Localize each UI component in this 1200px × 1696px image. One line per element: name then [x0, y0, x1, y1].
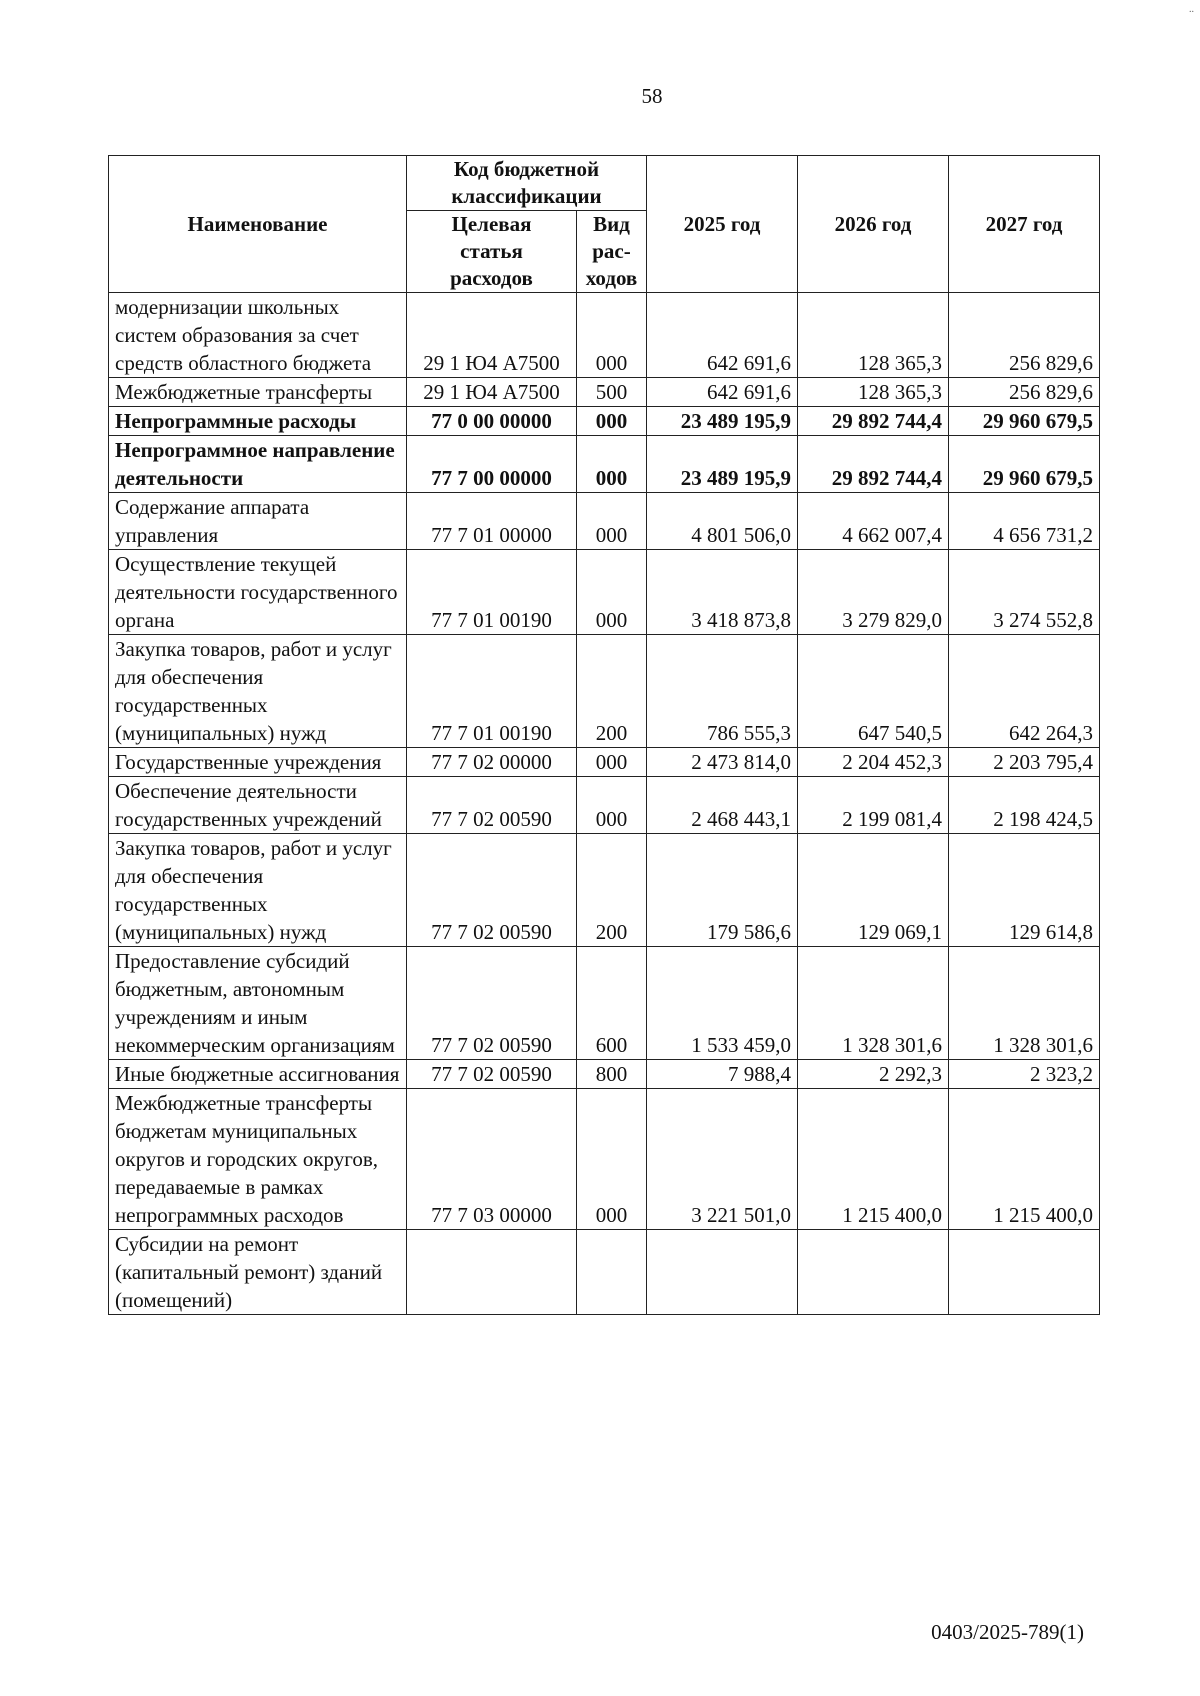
row-target-code [407, 1230, 577, 1315]
page-number: 58 [641, 84, 663, 108]
row-value-2027 [949, 1230, 1100, 1315]
row-value-2025: 1 533 459,0 [647, 947, 798, 1060]
row-value-2027: 256 829,6 [949, 378, 1100, 407]
row-target-code: 77 7 01 00190 [407, 550, 577, 635]
table-row [109, 493, 1100, 550]
row-value-2026: 129 069,1 [798, 834, 949, 947]
table-row [109, 436, 1100, 493]
row-value-2027: 3 274 552,8 [949, 550, 1100, 635]
row-value-2025: 3 221 501,0 [647, 1089, 798, 1230]
row-expense-type: 200 [577, 635, 647, 748]
row-expense-type: 000 [577, 550, 647, 635]
row-target-code: 77 7 01 00190 [407, 635, 577, 748]
row-value-2025: 2 473 814,0 [647, 748, 798, 777]
row-value-2026: 4 662 007,4 [798, 493, 949, 550]
row-name: Осуществление текущей деятельности государственного органа [109, 550, 407, 635]
corner-mark: .. [1189, 4, 1194, 15]
table-row [109, 407, 1100, 436]
row-value-2025: 786 555,3 [647, 635, 798, 748]
row-name: Межбюджетные трансферты [109, 378, 407, 407]
budget-table [108, 155, 1100, 1315]
row-expense-type: 600 [577, 947, 647, 1060]
row-value-2026: 1 328 301,6 [798, 947, 949, 1060]
table-row [109, 748, 1100, 777]
row-target-code: 77 0 00 00000 [407, 407, 577, 436]
row-value-2025: 3 418 873,8 [647, 550, 798, 635]
row-expense-type: 500 [577, 378, 647, 407]
table-row [109, 1060, 1100, 1089]
row-value-2025: 23 489 195,9 [647, 436, 798, 493]
row-value-2027: 4 656 731,2 [949, 493, 1100, 550]
row-value-2027: 129 614,8 [949, 834, 1100, 947]
row-expense-type: 000 [577, 1089, 647, 1230]
table-body [109, 293, 1100, 1315]
row-target-code: 29 1 Ю4 А7500 [407, 293, 577, 378]
table-row [109, 293, 1100, 378]
table-row [109, 947, 1100, 1060]
row-value-2026: 2 204 452,3 [798, 748, 949, 777]
row-name: Закупка товаров, работ и услуг для обеспечения государственных (муниципальных) нужд [109, 834, 407, 947]
row-name: Обеспечение деятельности государственных учреждений [109, 777, 407, 834]
row-value-2026: 128 365,3 [798, 378, 949, 407]
row-expense-type: 000 [577, 777, 647, 834]
row-value-2025 [647, 1230, 798, 1315]
header-year-2027: 2027 год [949, 156, 1100, 293]
row-value-2027: 2 323,2 [949, 1060, 1100, 1089]
row-value-2026: 1 215 400,0 [798, 1089, 949, 1230]
row-name: Субсидии на ремонт (капитальный ремонт) зданий (помещений) [109, 1230, 407, 1315]
row-value-2026: 29 892 744,4 [798, 407, 949, 436]
row-value-2026: 3 279 829,0 [798, 550, 949, 635]
header-year-2025: 2025 год [647, 156, 798, 293]
row-value-2025: 4 801 506,0 [647, 493, 798, 550]
row-value-2026: 2 292,3 [798, 1060, 949, 1089]
row-expense-type: 200 [577, 834, 647, 947]
table-row [109, 1230, 1100, 1315]
row-name: Непрограммные расходы [109, 407, 407, 436]
table-header [109, 156, 1100, 293]
row-expense-type: 000 [577, 293, 647, 378]
row-expense-type: 000 [577, 436, 647, 493]
row-target-code: 77 7 03 00000 [407, 1089, 577, 1230]
table-row [109, 777, 1100, 834]
header-code-group: Код бюджетной классификации [407, 156, 647, 211]
header-target-article: Целевая статья расходов [407, 211, 577, 293]
table-row [109, 550, 1100, 635]
header-name: Наименование [109, 156, 407, 293]
row-name: Непрограммное направление деятельности [109, 436, 407, 493]
row-expense-type: 000 [577, 407, 647, 436]
row-target-code: 77 7 02 00590 [407, 947, 577, 1060]
row-expense-type: 000 [577, 493, 647, 550]
row-value-2027: 1 328 301,6 [949, 947, 1100, 1060]
row-value-2026 [798, 1230, 949, 1315]
row-value-2025: 23 489 195,9 [647, 407, 798, 436]
row-value-2027: 642 264,3 [949, 635, 1100, 748]
row-target-code: 77 7 02 00000 [407, 748, 577, 777]
row-expense-type: 800 [577, 1060, 647, 1089]
row-name: Государственные учреждения [109, 748, 407, 777]
row-value-2025: 642 691,6 [647, 378, 798, 407]
table-row [109, 834, 1100, 947]
row-value-2025: 179 586,6 [647, 834, 798, 947]
row-value-2027: 29 960 679,5 [949, 407, 1100, 436]
row-value-2026: 29 892 744,4 [798, 436, 949, 493]
row-target-code: 29 1 Ю4 А7500 [407, 378, 577, 407]
row-value-2026: 128 365,3 [798, 293, 949, 378]
header-expense-type: Вид рас-ходов [577, 211, 647, 293]
table-row [109, 635, 1100, 748]
row-value-2025: 7 988,4 [647, 1060, 798, 1089]
row-value-2027: 2 203 795,4 [949, 748, 1100, 777]
row-target-code: 77 7 02 00590 [407, 834, 577, 947]
row-value-2027: 2 198 424,5 [949, 777, 1100, 834]
header-year-2026: 2026 год [798, 156, 949, 293]
row-value-2027: 256 829,6 [949, 293, 1100, 378]
row-value-2027: 1 215 400,0 [949, 1089, 1100, 1230]
table-row [109, 378, 1100, 407]
row-name: Закупка товаров, работ и услуг для обеспечения государственных (муниципальных) нужд [109, 635, 407, 748]
row-target-code: 77 7 02 00590 [407, 1060, 577, 1089]
row-target-code: 77 7 01 00000 [407, 493, 577, 550]
row-name: Содержание аппарата управления [109, 493, 407, 550]
document-id: 0403/2025-789(1) [931, 1620, 1084, 1644]
row-value-2026: 2 199 081,4 [798, 777, 949, 834]
row-name: Иные бюджетные ассигнования [109, 1060, 407, 1089]
row-name: модернизации школьных систем образования за счет средств областного бюджета [109, 293, 407, 378]
row-target-code: 77 7 02 00590 [407, 777, 577, 834]
row-expense-type [577, 1230, 647, 1315]
row-target-code: 77 7 00 00000 [407, 436, 577, 493]
row-value-2025: 2 468 443,1 [647, 777, 798, 834]
row-expense-type: 000 [577, 748, 647, 777]
row-value-2027: 29 960 679,5 [949, 436, 1100, 493]
row-value-2025: 642 691,6 [647, 293, 798, 378]
table-row [109, 1089, 1100, 1230]
row-name: Предоставление субсидий бюджетным, автономным учреждениям и иным некоммерческим организациям [109, 947, 407, 1060]
row-value-2026: 647 540,5 [798, 635, 949, 748]
row-name: Межбюджетные трансферты бюджетам муниципальных округов и городских округов, передаваемые в рамках непрограммных расходов [109, 1089, 407, 1230]
